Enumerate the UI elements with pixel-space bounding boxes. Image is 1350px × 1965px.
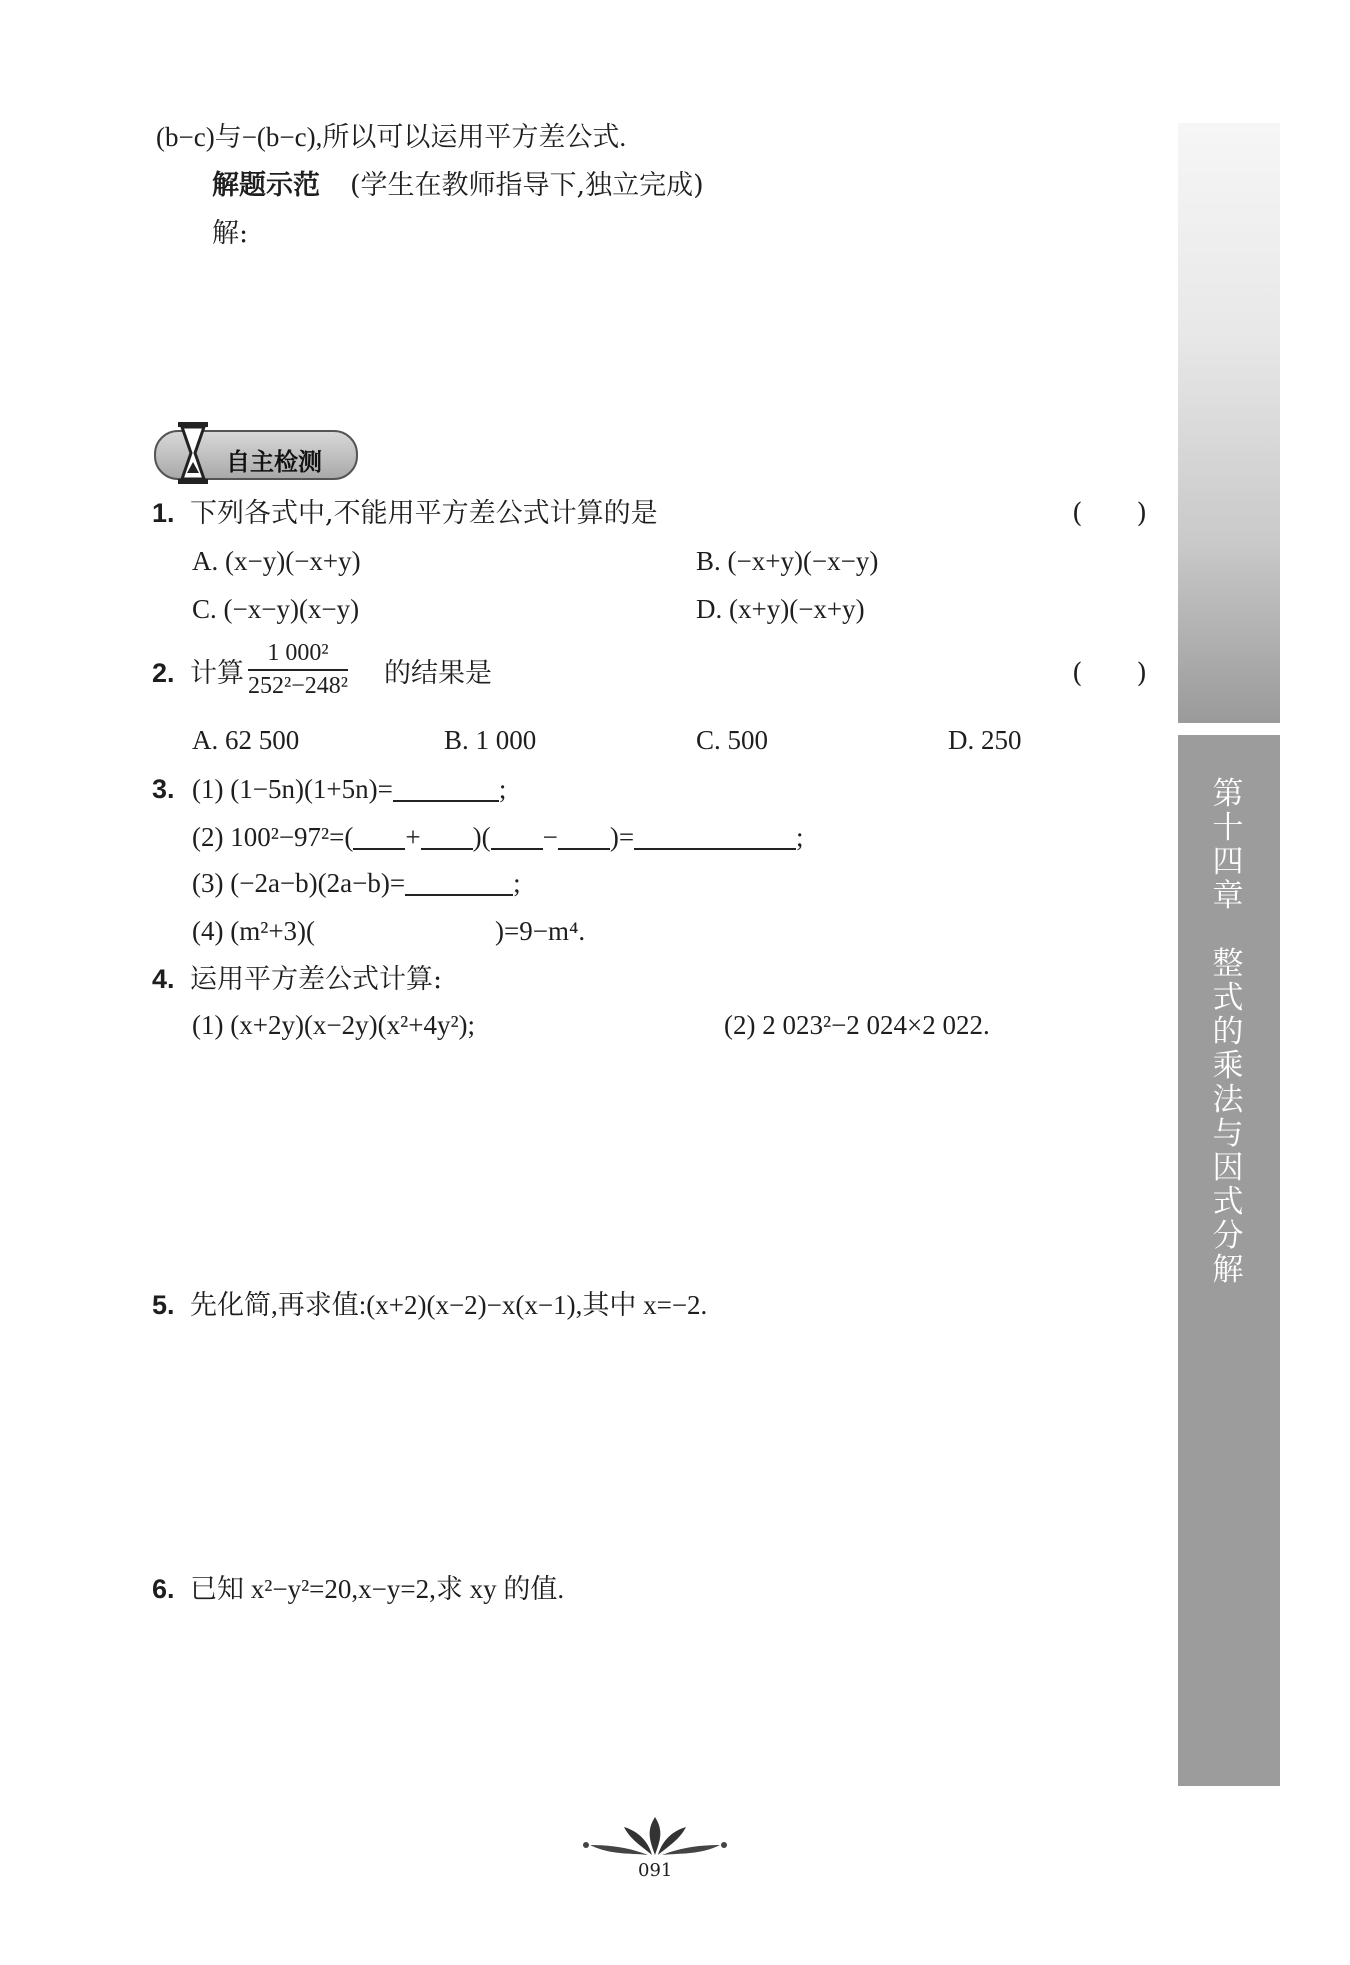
q2-numerator: 1 000² — [248, 640, 348, 671]
chapter-char: 的 — [1212, 1014, 1244, 1050]
q2-suffix: 的结果是 — [384, 658, 492, 689]
q2-option-c: C. 500 — [696, 725, 769, 755]
q3-part2-expr: (2) 100²−97²=( — [192, 822, 354, 852]
q5-text: 先化简,再求值:(x+2)(x−2)−x(x−1),其中 x=−2. — [190, 1290, 708, 1320]
q3-part4-expr: (4) (m²+3)( — [192, 916, 316, 946]
chapter-char: 第 — [1212, 776, 1244, 812]
chapter-title — [1208, 777, 1248, 1287]
q4-part1: (1) (x+2y)(x−2y)(x²+4y²); — [192, 1010, 476, 1040]
answer-blank[interactable] — [393, 776, 499, 802]
chapter-tab — [1178, 735, 1280, 1786]
answer-blank[interactable] — [421, 824, 473, 850]
section-header — [154, 430, 358, 480]
chapter-char: 章 — [1212, 878, 1244, 914]
flourish-ornament-icon — [580, 1815, 730, 1859]
chapter-char: 四 — [1212, 844, 1244, 880]
q1-option-b: B. (−x+y)(−x−y) — [696, 546, 879, 576]
q2-answer-paren: ( ) — [1072, 658, 1148, 689]
chapter-char: 乘 — [1212, 1048, 1244, 1084]
hourglass-icon — [176, 418, 210, 488]
q1-option-c: C. (−x−y)(x−y) — [192, 594, 360, 624]
q3-part3-expr: (3) (−2a−b)(2a−b)= — [192, 868, 406, 898]
demo-note: (学生在教师指导下,独立完成) — [350, 170, 704, 201]
q1-text: 下列各式中,不能用平方差公式计算的是 — [190, 498, 658, 529]
section-title: 自主检测 — [226, 448, 322, 476]
q2-number: 2. — [152, 658, 175, 688]
solution-label: 解: — [212, 218, 249, 249]
demo-title: 解题示范 — [212, 170, 320, 201]
answer-blank[interactable] — [491, 824, 543, 850]
answer-blank[interactable] — [634, 824, 796, 850]
q2-denominator: 252²−248² — [248, 673, 348, 699]
chapter-char: 式 — [1212, 1184, 1244, 1220]
chapter-char: 十 — [1212, 810, 1244, 846]
q6-number: 6. — [152, 1574, 175, 1604]
q1-option-d: D. (x+y)(−x+y) — [696, 594, 865, 624]
q5-number: 5. — [152, 1290, 175, 1320]
chapter-char: 与 — [1212, 1116, 1244, 1152]
answer-blank[interactable] — [405, 870, 513, 896]
chapter-char: 法 — [1212, 1082, 1244, 1118]
q3-part2: (2) 100²−97²=( + )( − )= ; — [192, 822, 804, 852]
q6-text: 已知 x²−y²=20,x−y=2,求 xy 的值. — [190, 1574, 565, 1604]
q3-part4 — [192, 918, 585, 945]
q1-option-a: A. (x−y)(−x+y) — [192, 546, 361, 576]
answer-blank[interactable] — [558, 824, 610, 850]
q1-answer-paren: ( ) — [1072, 498, 1148, 529]
q2-option-d: D. 250 — [948, 725, 1022, 755]
q3-number: 3. — [152, 774, 175, 804]
chapter-side-band — [1178, 123, 1280, 1786]
page-number: 091 — [638, 1860, 673, 1881]
q4-number: 4. — [152, 964, 175, 994]
chapter-char: 解 — [1212, 1252, 1244, 1288]
q2-option-b: B. 1 000 — [444, 725, 537, 755]
chapter-char: 式 — [1212, 980, 1244, 1016]
q3-part1-expr: (1) (1−5n)(1+5n)= — [192, 774, 393, 804]
intro-line: (b−c)与−(b−c),所以可以运用平方差公式. — [156, 122, 627, 152]
band-decoration — [1178, 123, 1280, 723]
chapter-char: 整 — [1212, 946, 1244, 982]
q2-fraction — [246, 640, 350, 700]
q3-part3: (3) (−2a−b)(2a−b)= ; — [192, 868, 521, 898]
chapter-char: 因 — [1212, 1150, 1244, 1186]
q2-option-a: A. 62 500 — [192, 725, 300, 755]
q3-part1: (1) (1−5n)(1+5n)= ; — [192, 774, 507, 804]
q4-text: 运用平方差公式计算: — [190, 964, 443, 995]
q1-number: 1. — [152, 498, 175, 528]
chapter-char — [1208, 913, 1248, 947]
q2-prefix: 计算 — [190, 658, 244, 689]
chapter-char: 分 — [1212, 1218, 1244, 1254]
q4-part2: (2) 2 023²−2 024×2 022. — [724, 1010, 990, 1040]
q3-part4-end: )=9−m⁴. — [495, 916, 586, 946]
answer-blank[interactable] — [353, 824, 405, 850]
